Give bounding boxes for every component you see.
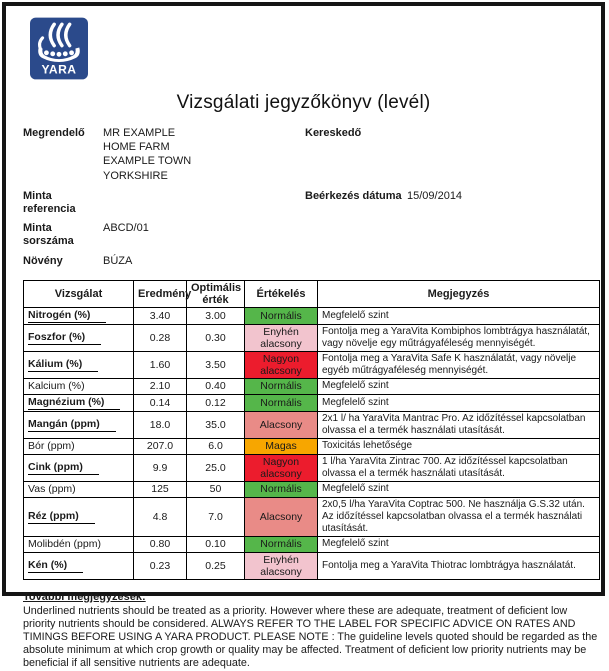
result-cell: 18.0 (134, 411, 187, 438)
table-row (24, 394, 600, 411)
comment-cell: 2x0,5 l/ha YaraVita Coptrac 500. Ne használja G.S.32 után. Az időzítéssel kapcsolatban olvassa el a termék használati utasítását. (318, 497, 600, 536)
result-cell: 9.9 (134, 454, 187, 481)
customer-line: YORKSHIRE (103, 169, 168, 182)
result-cell: 4.8 (134, 497, 187, 536)
optimal-value-cell: 3.00 (187, 307, 245, 324)
comment-cell: Megfelelő szint (318, 378, 600, 394)
status-badge: Nagyon alacsony (245, 351, 318, 378)
column-header-test: Vizsgálat (24, 280, 134, 307)
crop-label: Növény (23, 254, 63, 267)
nutrient-name: Nitrogén (%) (28, 309, 106, 323)
nutrient-name-cell (24, 497, 134, 536)
table-row (24, 378, 600, 394)
result-cell: 0.80 (134, 536, 187, 552)
status-badge: Normális (245, 394, 318, 411)
nutrient-name: Kén (%) (28, 559, 83, 573)
nutrient-name-cell (24, 481, 134, 497)
customer-line: MR EXAMPLE (103, 127, 176, 139)
table-row (24, 497, 600, 536)
result-cell: 2.10 (134, 378, 187, 394)
nutrient-name-cell (24, 454, 134, 481)
yara-logo (30, 17, 88, 80)
nutrient-name: Foszfor (%) (28, 331, 101, 345)
optimal-value-cell: 0.25 (187, 552, 245, 579)
result-cell: 1.60 (134, 351, 187, 378)
comment-cell: Megfelelő szint (318, 307, 600, 324)
nutrient-name: Bór (ppm) (28, 440, 75, 453)
status-badge: Normális (245, 307, 318, 324)
sample-number-value: ABCD/01 (103, 222, 149, 235)
notes-heading: További megjegyzések: (23, 590, 146, 603)
comment-cell: 1 l/ha YaraVita Zintrac 700. Az időzítéssel kapcsolatban olvassa el a termék használati utasítását. (318, 454, 600, 481)
nutrient-name: Mangán (ppm) (28, 418, 116, 432)
nutrient-name-cell (24, 438, 134, 454)
nutrient-name-cell (24, 324, 134, 351)
customer-line: HOME FARM (103, 141, 170, 154)
nutrient-name-cell (24, 394, 134, 411)
result-cell: 3.40 (134, 307, 187, 324)
optimal-value-cell: 0.12 (187, 394, 245, 411)
status-badge: Enyhén alacsony (245, 324, 318, 351)
nutrient-name-cell (24, 552, 134, 579)
sample-reference-label: Minta referencia (23, 189, 76, 215)
table-row (24, 552, 600, 579)
nutrient-name-cell (24, 378, 134, 394)
comment-cell: Fontolja meg a YaraVita Thiotrac lombtrágya használatát. (318, 552, 600, 579)
arrival-date-value: 15/09/2014 (407, 189, 463, 202)
comment-cell: Megfelelő szint (318, 481, 600, 497)
dealer-label: Kereskedő (305, 127, 362, 139)
customer-address (103, 127, 305, 184)
dealer-value (407, 127, 591, 184)
table-row (24, 324, 600, 351)
nutrient-name: Molibdén (ppm) (28, 538, 101, 551)
optimal-value-cell: 3.50 (187, 351, 245, 378)
results-table (23, 280, 600, 580)
table-row (24, 411, 600, 438)
comment-cell: Toxicitás lehetősége (318, 438, 600, 454)
table-row (24, 454, 600, 481)
table-row (24, 481, 600, 497)
optimal-value-cell: 0.40 (187, 378, 245, 394)
status-badge: Normális (245, 481, 318, 497)
nutrient-name: Réz (ppm) (28, 510, 95, 524)
result-cell: 125 (134, 481, 187, 497)
logo-brand-text: YARA (41, 62, 77, 77)
comment-cell: 2x1 l/ ha YaraVita Mantrac Pro. Az időzítéssel kapcsolatban olvassa el a termék használati utasítását. (318, 411, 600, 438)
column-header-comment: Megjegyzés (318, 280, 600, 307)
comment-cell: Fontolja meg a YaraVita Safe K használatát, vagy növelje egyéb műtrágyaféleség mennyiségét. (318, 351, 600, 378)
optimal-value-cell: 50 (187, 481, 245, 497)
result-cell: 207.0 (134, 438, 187, 454)
column-header-optimal: Optimális érték (187, 280, 245, 307)
arrival-date-label: Beérkezés dátuma (305, 189, 402, 202)
optimal-value-cell: 0.10 (187, 536, 245, 552)
status-badge: Enyhén alacsony (245, 552, 318, 579)
comment-cell: Megfelelő szint (318, 536, 600, 552)
sample-reference-value (103, 190, 305, 216)
status-badge: Nagyon alacsony (245, 454, 318, 481)
nutrient-name: Kálium (%) (28, 358, 98, 372)
optimal-value-cell: 0.30 (187, 324, 245, 351)
comment-cell: Fontolja meg a YaraVita Kombiphos lombtrágya használatát, vagy növelje egy műtrágyaféleség mennyiségét. (318, 324, 600, 351)
table-row (24, 536, 600, 552)
optimal-value-cell: 6.0 (187, 438, 245, 454)
nutrient-name-cell (24, 411, 134, 438)
additional-notes (23, 591, 601, 671)
column-header-result: Eredmény (134, 280, 187, 307)
optimal-value-cell: 7.0 (187, 497, 245, 536)
customer-label: Megrendelő (23, 127, 85, 139)
result-cell: 0.28 (134, 324, 187, 351)
table-row (24, 307, 600, 324)
comment-cell: Megfelelő szint (318, 394, 600, 411)
status-badge: Magas (245, 438, 318, 454)
notes-body: Underlined nutrients should be treated as a priority. However where these are adequate, treatment of deficient low priority nutrients should be considered. ALWAYS REFER TO THE LABEL FOR SPECIFIC ADVICE ON RATES AND TIMINGS BEFORE USING A YARA PRODUCT. PLEASE NOTE : The guideline levels quoted should be regarded as the absolute minimum at which crop growth or quality may be affected. Treatment of deficient low priority nutrients may be beneficial if all sensitive nutrients are adequate. (23, 604, 598, 670)
optimal-value-cell: 35.0 (187, 411, 245, 438)
nutrient-name-cell (24, 351, 134, 378)
sample-number-label: Minta sorszáma (23, 222, 74, 248)
table-row (24, 438, 600, 454)
table-row (24, 351, 600, 378)
result-cell: 0.14 (134, 394, 187, 411)
nutrient-name: Kalcium (%) (28, 380, 85, 393)
report-page (2, 2, 605, 670)
page-title: Vizsgálati jegyzőkönyv (levél) (176, 92, 431, 113)
crop-value: BÚZA (103, 254, 133, 267)
nutrient-name: Cink (ppm) (28, 461, 99, 475)
nutrient-name: Vas (ppm) (28, 483, 76, 496)
nutrient-name-cell (24, 536, 134, 552)
results-table-body (24, 307, 600, 579)
optimal-value-cell: 25.0 (187, 454, 245, 481)
column-header-rating: Értékelés (245, 280, 318, 307)
table-header-row (24, 280, 600, 307)
status-badge: Alacsony (245, 497, 318, 536)
status-badge: Alacsony (245, 411, 318, 438)
result-cell: 0.23 (134, 552, 187, 579)
nutrient-name-cell (24, 307, 134, 324)
nutrient-name: Magnézium (%) (28, 396, 120, 410)
status-badge: Normális (245, 378, 318, 394)
status-badge: Normális (245, 536, 318, 552)
report-meta (23, 127, 591, 268)
customer-line: EXAMPLE TOWN (103, 155, 192, 168)
